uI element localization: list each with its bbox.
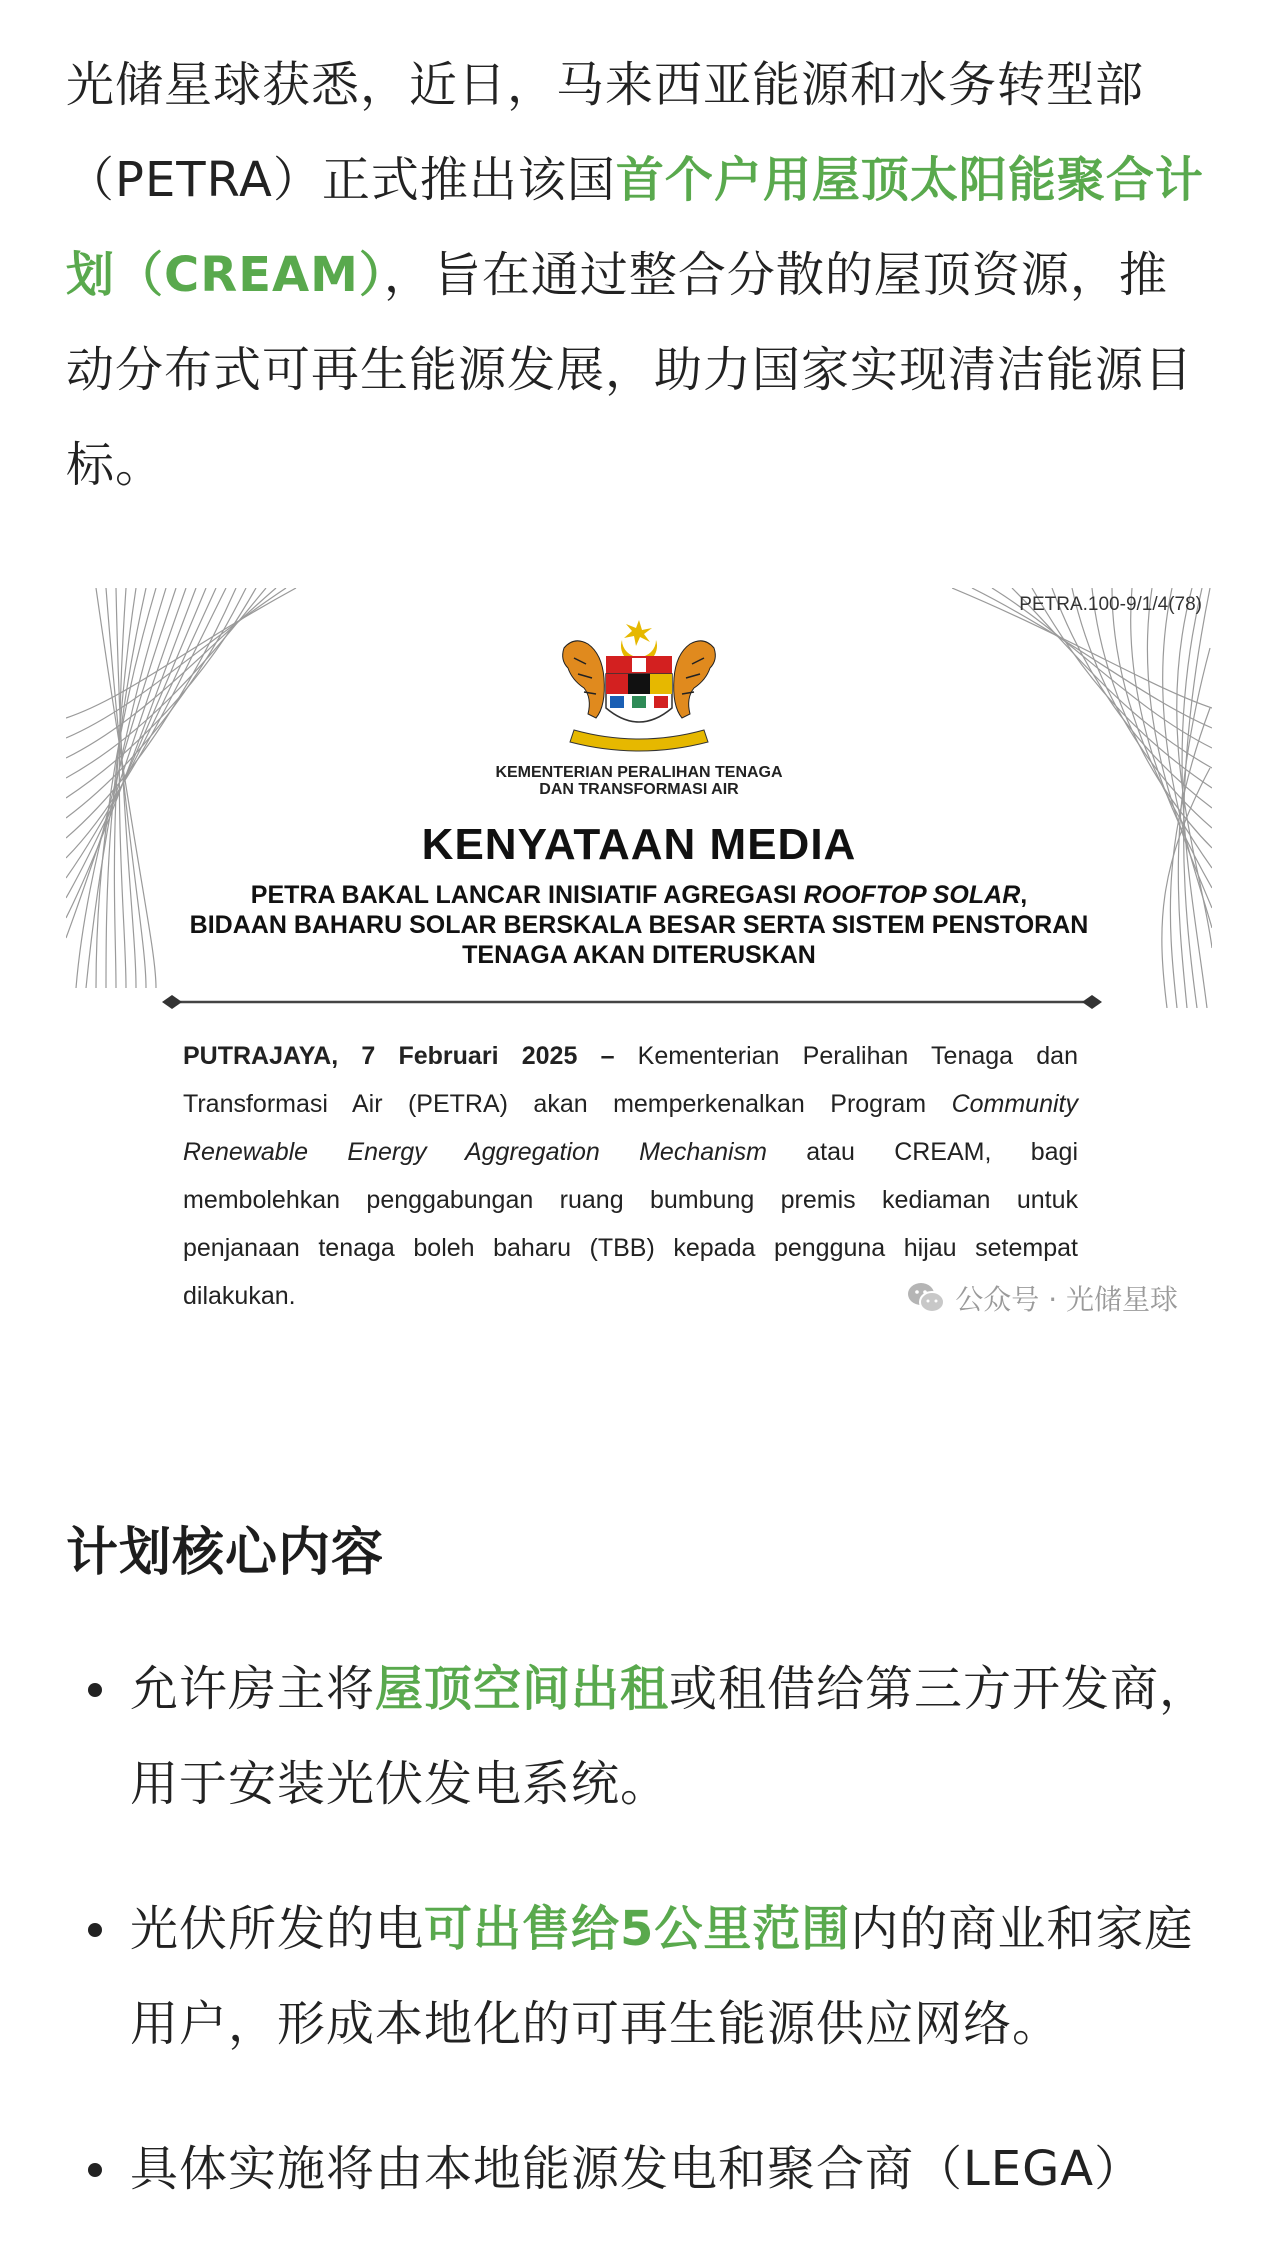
- subhead-comma: ,: [1020, 881, 1028, 909]
- subhead-line-1: [66, 880, 1212, 910]
- bullet-icon: [88, 1923, 102, 1937]
- subhead-line-2: BIDAAN BAHARU SOLAR BERSKALA BESAR SERTA SISTEM PENSTORAN: [189, 911, 1089, 939]
- section-title: 计划核心内容: [66, 1523, 385, 1583]
- bullet-text: 光伏所发的电: [130, 1901, 425, 1957]
- body-line-2: Transformasi Air (PETRA) akan memperkenalkan Program: [183, 1090, 952, 1118]
- body-dateline: PUTRAJAYA, 7 Februari 2025 –: [183, 1042, 615, 1070]
- malaysia-coat-of-arms-icon: [544, 618, 734, 758]
- bullet-text: 允许房主将: [130, 1661, 376, 1717]
- reference-number: PETRA.100-9/1/4(78): [1019, 594, 1202, 615]
- intro-highlight: 首个户用屋顶太阳能聚合计划（CREAM）: [66, 152, 1204, 303]
- watermark-text: 公众号 · 光储星球: [955, 1283, 1178, 1316]
- bullet-list: [66, 1642, 1210, 2267]
- body-line-3: atau CREAM, bagi: [766, 1138, 1078, 1166]
- ministry-name: [66, 764, 1212, 798]
- intro-text: 光储星球获悉，近日，马来西亚能源和水务转型部（PETRA）正式推出该国: [66, 57, 1145, 208]
- body-line: [183, 1128, 1078, 1176]
- wechat-icon: [907, 1282, 945, 1314]
- list-item: [66, 1642, 1210, 1832]
- body-line-3-italic: Renewable Energy Aggregation Mechanism: [183, 1138, 767, 1166]
- body-line-5: penjanaan tenaga boleh baharu (TBB) kepada pengguna hijau setempat: [183, 1234, 1078, 1262]
- body-line: [183, 1032, 1078, 1080]
- body-line: [183, 1080, 1078, 1128]
- bullet-highlight: 可出售给5公里范围: [424, 1901, 851, 1957]
- subhead-line-3: TENAGA AKAN DITERUSKAN: [462, 941, 816, 969]
- press-subheadline: [66, 880, 1212, 970]
- watermark: [907, 1278, 1178, 1318]
- press-body: [183, 1032, 1078, 1320]
- ministry-line-2: DAN TRANSFORMASI AIR: [539, 781, 739, 798]
- bullet-icon: [88, 1683, 102, 1697]
- bullet-text: 具体实施将由本地能源发电和聚合商（LEGA）: [130, 2141, 1144, 2197]
- intro-paragraph: [66, 38, 1210, 513]
- body-line-2-italic: Community: [951, 1090, 1078, 1118]
- subhead-italic: ROOFTOP SOLAR: [803, 881, 1021, 909]
- list-item: [66, 2122, 1210, 2217]
- ministry-line-1: KEMENTERIAN PERALIHAN TENAGA: [495, 764, 783, 781]
- body-line-4: membolehkan penggabungan ruang bumbung premis kediaman untuk: [183, 1186, 1078, 1214]
- body-line-1: Kementerian Peralihan Tenaga dan: [614, 1042, 1078, 1070]
- intro-text-rest: ，旨在通过整合分散的屋顶资源，推动分布式可再生能源发展，助力国家实现清洁能源目标。: [66, 247, 1194, 493]
- bullet-icon: [88, 2163, 102, 2177]
- press-headline: KENYATAAN MEDIA: [421, 820, 857, 869]
- body-line-6: dilakukan.: [183, 1282, 296, 1310]
- bullet-highlight: 屋顶空间出租: [375, 1661, 670, 1717]
- press-release-image: [66, 588, 1212, 1328]
- subhead-line-1-text: PETRA BAKAL LANCAR INISIATIF AGREGASI: [250, 881, 804, 909]
- bullet-text-rest: 或租借给第三方开发商，用于安装光伏发电系统。: [130, 1661, 1209, 1812]
- bullet-text-rest: 内的商业和家庭用户，形成本地化的可再生能源供应网络。: [130, 1901, 1194, 2052]
- list-item: [66, 1882, 1210, 2072]
- divider-rule: [162, 992, 1102, 1012]
